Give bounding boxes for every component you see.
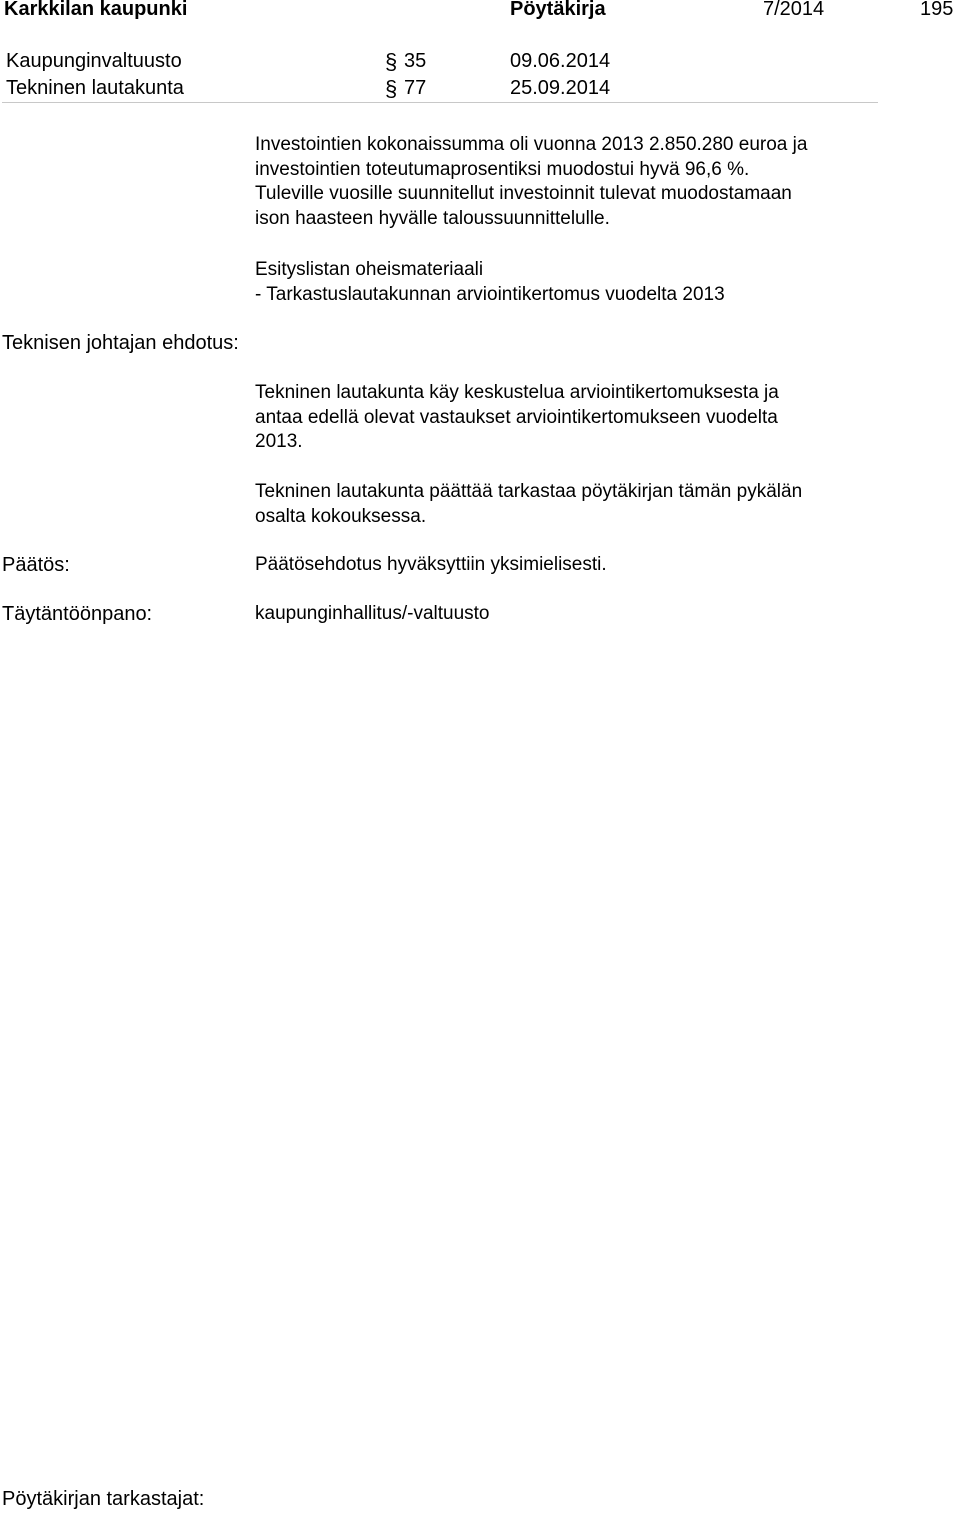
reference-body: Kaupunginvaltuusto [6, 50, 182, 72]
text-line: Tuleville vuosille suunnitellut investoinnit tulevat muodostamaan [255, 183, 792, 204]
text-line: Tekninen lautakunta käy keskustelua arviointikertomuksesta ja [255, 382, 779, 403]
text-line: Tekninen lautakunta päättää tarkastaa pöytäkirjan tämän pykälän [255, 481, 803, 502]
attachment-item: - Tarkastuslautakunnan arviointikertomus vuodelta 2013 [255, 283, 725, 305]
document-type: Pöytäkirja [510, 0, 606, 20]
text-line: investointien toteutumaprosentiksi muodostui hyvä 96,6 %. [255, 158, 750, 180]
header-divider [2, 102, 878, 103]
reference-date: 25.09.2014 [510, 77, 611, 99]
implementation-text: kaupunginhallitus/-valtuusto [255, 603, 490, 624]
text-line: antaa edellä olevat vastaukset arviointikertomukseen vuodelta [255, 406, 778, 428]
attachments-title: Esityslistan oheismateriaali [255, 259, 484, 280]
decision-label: Päätös: [2, 554, 70, 576]
section-mark: § [385, 49, 398, 74]
proposal-paragraph-2 [255, 480, 895, 529]
intro-paragraph [255, 133, 895, 231]
organization-name: Karkkilan kaupunki [4, 0, 188, 20]
proposal-paragraph-1 [255, 381, 895, 455]
reference-body: Tekninen lautakunta [6, 77, 184, 99]
reference-number: 35 [404, 50, 427, 72]
proposal-label: Teknisen johtajan ehdotus: [2, 332, 239, 354]
implementation-label: Täytäntöönpano: [2, 603, 153, 625]
section-mark: § [385, 76, 398, 101]
text-line: osalta kokouksessa. [255, 505, 427, 527]
page-number: 195 [920, 0, 954, 20]
text-line: ison haasteen hyvälle taloussuunnittelulle. [255, 207, 610, 229]
decision-text: Päätösehdotus hyväksyttiin yksimielisesti. [255, 554, 607, 575]
issue-number: 7/2014 [763, 0, 825, 20]
reference-date: 09.06.2014 [510, 50, 611, 72]
reference-number: 77 [404, 77, 427, 99]
text-line: Investointien kokonaissumma oli vuonna 2013 2.850.280 euroa ja [255, 134, 808, 155]
inspectors-label: Pöytäkirjan tarkastajat: [2, 1488, 205, 1510]
text-line: 2013. [255, 431, 303, 452]
attachments-block [255, 258, 895, 307]
